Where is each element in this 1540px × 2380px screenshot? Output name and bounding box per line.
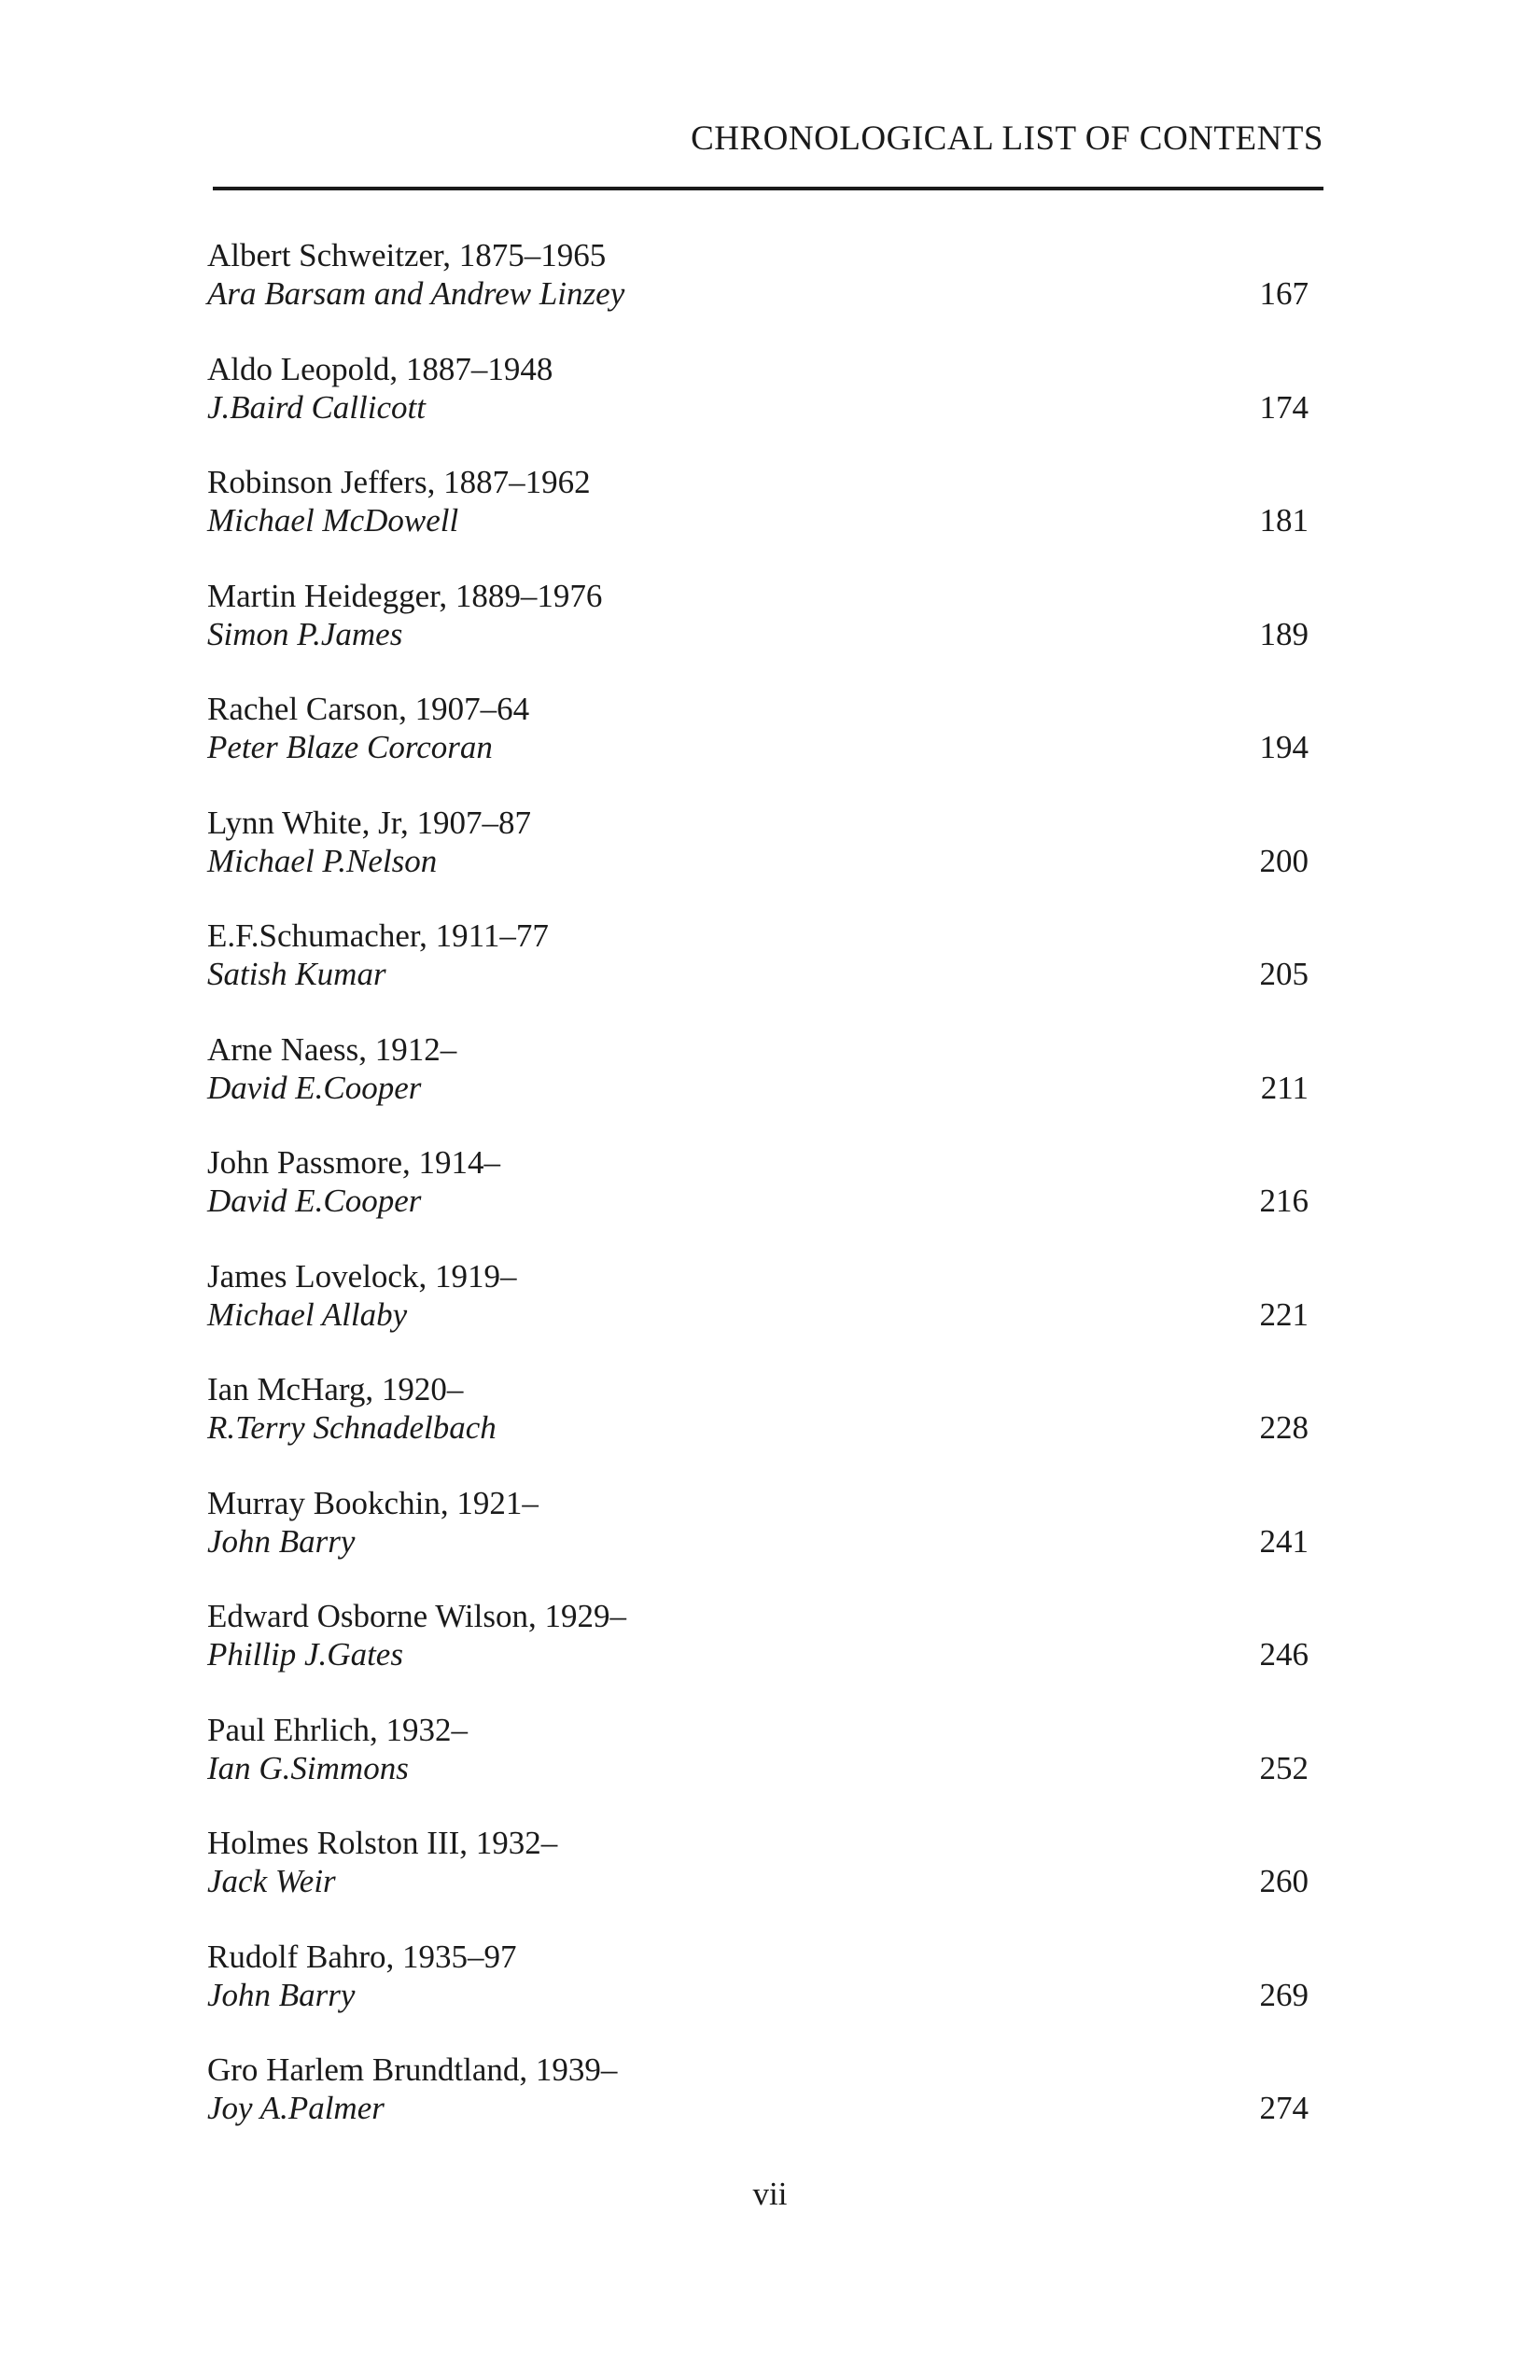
- entry-author: Michael Allaby: [207, 1295, 408, 1333]
- entry-page-number: 189: [1259, 615, 1309, 652]
- entry-subject: Albert Schweitzer, 1875–1965: [207, 237, 607, 273]
- contents-entry: [207, 1031, 1309, 1145]
- entry-page-number: 221: [1259, 1295, 1309, 1333]
- entry-subject: Martin Heidegger, 1889–1976: [207, 577, 603, 614]
- entry-subject: James Lovelock, 1919–: [207, 1257, 517, 1295]
- entry-page-number: 216: [1259, 1183, 1309, 1219]
- entry-page-number: 252: [1259, 1749, 1309, 1786]
- entry-subject: Rachel Carson, 1907–64: [207, 691, 530, 727]
- entry-author: Jack Weir: [207, 1863, 336, 1899]
- contents-entry: [207, 1939, 1309, 2052]
- entry-author: Peter Blaze Corcoran: [207, 729, 493, 765]
- entry-page-number: 269: [1259, 1976, 1309, 2013]
- entry-author: Simon P.James: [207, 615, 403, 652]
- entry-page-number: 205: [1259, 956, 1309, 992]
- contents-entry: [207, 917, 1309, 1031]
- page-folio: vii: [752, 2176, 788, 2212]
- contents-entry: [207, 1485, 1309, 1599]
- entry-author: David E.Cooper: [207, 1183, 422, 1219]
- entry-author: Ara Barsam and Andrew Linzey: [207, 275, 625, 312]
- contents-entry: [207, 1371, 1309, 1485]
- entry-page-number: 211: [1260, 1069, 1309, 1106]
- contents-entry: [207, 351, 1309, 465]
- entry-author: Phillip J.Gates: [207, 1636, 403, 1673]
- entry-subject: Paul Ehrlich, 1932–: [207, 1711, 468, 1748]
- running-head: CHRONOLOGICAL LIST OF CONTENTS: [691, 119, 1323, 158]
- entry-author: R.Terry Schnadelbach: [207, 1409, 497, 1446]
- entry-subject: Holmes Rolston III, 1932–: [207, 1825, 558, 1861]
- entry-page-number: 200: [1259, 842, 1309, 879]
- entry-author: John Barry: [207, 1976, 356, 2013]
- contents-entry: [207, 1598, 1309, 1712]
- entry-page-number: 181: [1259, 502, 1309, 539]
- entry-subject: Robinson Jeffers, 1887–1962: [207, 464, 591, 500]
- contents-entry: [207, 1825, 1309, 1939]
- contents-entry: [207, 578, 1309, 692]
- entry-page-number: 260: [1259, 1863, 1309, 1899]
- contents-entry: [207, 2051, 1309, 2165]
- entry-page-number: 246: [1259, 1636, 1309, 1673]
- entry-subject: E.F.Schumacher, 1911–77: [207, 917, 549, 954]
- entry-subject: Lynn White, Jr, 1907–87: [207, 804, 531, 841]
- entry-author: David E.Cooper: [207, 1069, 422, 1106]
- entry-page-number: 167: [1259, 275, 1309, 312]
- entry-page-number: 228: [1259, 1409, 1309, 1446]
- contents-entry: [207, 1712, 1309, 1826]
- contents-entry: [207, 691, 1309, 805]
- contents-entry: [207, 1258, 1309, 1372]
- header-rule: [213, 187, 1323, 190]
- entry-page-number: 174: [1259, 388, 1309, 426]
- contents-entry: [207, 237, 1309, 351]
- contents-entry: [207, 1144, 1309, 1258]
- entry-subject: Aldo Leopold, 1887–1948: [207, 350, 553, 387]
- entry-subject: Murray Bookchin, 1921–: [207, 1484, 539, 1521]
- entry-page-number: 194: [1259, 729, 1309, 765]
- entry-author: John Barry: [207, 1522, 356, 1560]
- entry-subject: Gro Harlem Brundtland, 1939–: [207, 2051, 618, 2088]
- contents-entry: [207, 464, 1309, 578]
- entry-subject: Edward Osborne Wilson, 1929–: [207, 1598, 627, 1634]
- contents-list: [207, 237, 1309, 2165]
- entry-author: Michael McDowell: [207, 502, 459, 539]
- entry-author: J.Baird Callicott: [207, 388, 426, 426]
- entry-subject: Rudolf Bahro, 1935–97: [207, 1938, 517, 1975]
- entry-subject: John Passmore, 1914–: [207, 1144, 501, 1181]
- entry-page-number: 241: [1259, 1522, 1309, 1560]
- entry-subject: Ian McHarg, 1920–: [207, 1371, 464, 1407]
- entry-subject: Arne Naess, 1912–: [207, 1030, 457, 1068]
- entry-author: Joy A.Palmer: [207, 2090, 385, 2126]
- entry-author: Satish Kumar: [207, 956, 386, 992]
- entry-author: Michael P.Nelson: [207, 842, 438, 879]
- contents-entry: [207, 805, 1309, 918]
- entry-page-number: 274: [1259, 2090, 1309, 2126]
- entry-author: Ian G.Simmons: [207, 1749, 409, 1786]
